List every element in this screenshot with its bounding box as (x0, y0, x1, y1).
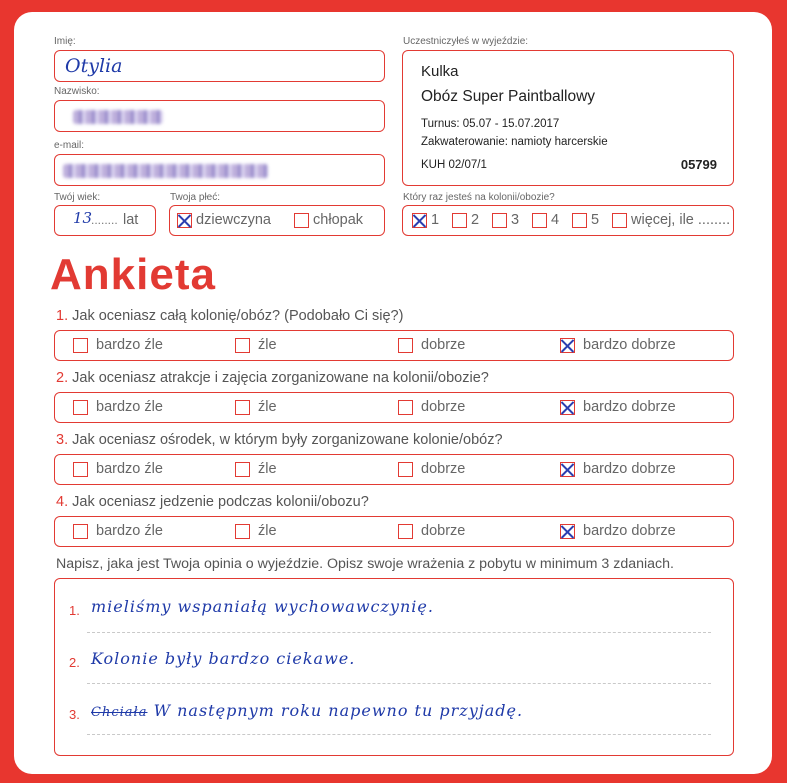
q1-bad-checkbox[interactable] (235, 338, 250, 353)
q2-bad-label: źle (258, 399, 277, 415)
q3-very-bad-checkbox[interactable] (73, 462, 88, 477)
question-4 (56, 494, 369, 510)
opinion-rule (87, 734, 711, 735)
gender-female-checkbox[interactable] (177, 213, 192, 228)
q2-good-checkbox[interactable] (398, 400, 413, 415)
gender-male-label: chłopak (313, 212, 364, 228)
opinion-line-3-text: W następnym roku napewno tu przyjadę. (153, 701, 524, 720)
times-3-checkbox[interactable] (492, 213, 507, 228)
times-2-label: 2 (471, 212, 480, 228)
age-field[interactable] (54, 205, 156, 236)
opinion-rule (87, 632, 711, 633)
times-option-5[interactable] (572, 212, 599, 228)
q3-very-good-checkbox[interactable] (560, 462, 575, 477)
q1-option-bad[interactable] (235, 337, 277, 353)
redacted-email (63, 164, 268, 178)
q3-option-very-good[interactable] (560, 461, 676, 477)
trip-card (402, 50, 734, 186)
gender-female-option[interactable] (177, 212, 271, 228)
question-4-text: Jak oceniasz jedzenie podczas kolonii/obozu? (72, 494, 369, 510)
gender-female-label: dziewczyna (196, 212, 271, 228)
card-title: Obóz Super Paintballowy (421, 88, 596, 105)
age-label: Twój wiek: (54, 192, 101, 203)
answer-row-3 (54, 454, 734, 485)
name-field[interactable] (54, 50, 385, 82)
q4-good-label: dobrze (421, 523, 466, 539)
q4-very-bad-label: bardzo źle (96, 523, 163, 539)
gender-male-option[interactable] (294, 212, 363, 228)
q4-bad-label: źle (258, 523, 277, 539)
q2-option-very-bad[interactable] (73, 399, 163, 415)
gender-label: Twoja płeć: (170, 192, 221, 203)
q4-option-good[interactable] (398, 523, 465, 539)
question-1-text: Jak oceniasz całą kolonię/obóz? (Podobało Ci się?) (72, 308, 404, 324)
times-option-more[interactable] (612, 212, 730, 228)
times-4-checkbox[interactable] (532, 213, 547, 228)
card-code: KUH 02/07/1 (421, 159, 487, 171)
age-dots: ........ (91, 213, 118, 227)
times-3-label: 3 (511, 212, 520, 228)
email-field[interactable] (54, 154, 385, 186)
q1-good-checkbox[interactable] (398, 338, 413, 353)
q1-option-good[interactable] (398, 337, 465, 353)
q2-very-good-label: bardzo dobrze (583, 399, 676, 415)
q2-very-good-checkbox[interactable] (560, 400, 575, 415)
q2-very-bad-label: bardzo źle (96, 399, 163, 415)
q4-very-bad-checkbox[interactable] (73, 524, 88, 539)
times-1-label: 1 (431, 212, 440, 228)
survey-title: Ankieta (50, 250, 216, 299)
opinion-box[interactable] (54, 578, 734, 756)
card-accommodation: Zakwaterowanie: namioty harcerskie (421, 136, 608, 148)
name-value: Otylia (65, 55, 123, 77)
times-option-4[interactable] (532, 212, 559, 228)
question-3 (56, 432, 503, 448)
email-label: e-mail: (54, 140, 85, 151)
opinion-line-2-text: Kolonie były bardzo ciekawe. (91, 649, 356, 668)
q1-option-very-bad[interactable] (73, 337, 163, 353)
question-1-number: 1. (56, 308, 69, 324)
q1-very-bad-label: bardzo źle (96, 337, 163, 353)
card-brand: Kulka (421, 63, 459, 80)
gender-male-checkbox[interactable] (294, 213, 309, 228)
q4-good-checkbox[interactable] (398, 524, 413, 539)
q3-good-checkbox[interactable] (398, 462, 413, 477)
times-field (402, 205, 734, 236)
age-value: 13 (73, 209, 93, 227)
times-1-checkbox[interactable] (412, 213, 427, 228)
q4-very-good-checkbox[interactable] (560, 524, 575, 539)
times-more-label: więcej, ile ........ (631, 212, 731, 228)
q1-very-good-checkbox[interactable] (560, 338, 575, 353)
times-4-label: 4 (551, 212, 560, 228)
surname-label: Nazwisko: (54, 86, 100, 97)
q3-very-bad-label: bardzo źle (96, 461, 163, 477)
card-number: 05799 (680, 157, 717, 172)
q3-bad-label: źle (258, 461, 277, 477)
opinion-line-2-number: 2. (69, 655, 80, 670)
question-2-number: 2. (56, 370, 69, 386)
q4-option-very-bad[interactable] (73, 523, 163, 539)
redacted-surname (73, 110, 163, 124)
q1-very-good-label: bardzo dobrze (583, 337, 676, 353)
answer-row-1 (54, 330, 734, 361)
q3-option-good[interactable] (398, 461, 465, 477)
q2-good-label: dobrze (421, 399, 466, 415)
times-label: Który raz jesteś na kolonii/obozie? (403, 192, 555, 203)
q2-very-bad-checkbox[interactable] (73, 400, 88, 415)
name-label: Imię: (54, 36, 76, 47)
q4-very-good-label: bardzo dobrze (583, 523, 676, 539)
trip-label: Uczestniczyłeś w wyjeździe: (403, 36, 529, 47)
age-unit: lat (123, 212, 139, 228)
q1-good-label: dobrze (421, 337, 466, 353)
q3-option-very-bad[interactable] (73, 461, 163, 477)
q2-option-very-good[interactable] (560, 399, 676, 415)
q1-option-very-good[interactable] (560, 337, 676, 353)
answer-row-4 (54, 516, 734, 547)
question-3-text: Jak oceniasz ośrodek, w którym były zorganizowane kolonie/obóz? (72, 432, 503, 448)
opinion-line-3 (91, 701, 523, 720)
q4-option-very-good[interactable] (560, 523, 676, 539)
q3-option-bad[interactable] (235, 461, 277, 477)
times-2-checkbox[interactable] (452, 213, 467, 228)
answer-row-2 (54, 392, 734, 423)
opinion-line-3-struck: Chciała (91, 705, 148, 720)
q3-very-good-label: bardzo dobrze (583, 461, 676, 477)
times-5-checkbox[interactable] (572, 213, 587, 228)
times-option-2[interactable] (452, 212, 479, 228)
times-option-3[interactable] (492, 212, 519, 228)
q4-bad-checkbox[interactable] (235, 524, 250, 539)
q3-good-label: dobrze (421, 461, 466, 477)
q1-very-bad-checkbox[interactable] (73, 338, 88, 353)
q2-option-good[interactable] (398, 399, 465, 415)
survey-sheet (14, 12, 772, 774)
times-5-label: 5 (591, 212, 600, 228)
opinion-rule (87, 683, 711, 684)
surname-field[interactable] (54, 100, 385, 132)
question-2-text: Jak oceniasz atrakcje i zajęcia zorganizowane na kolonii/obozie? (72, 370, 489, 386)
question-1 (56, 308, 403, 324)
question-4-number: 4. (56, 494, 69, 510)
question-2 (56, 370, 489, 386)
opinion-line-1-text: mieliśmy wspaniałą wychowawczynię. (91, 597, 434, 616)
q2-option-bad[interactable] (235, 399, 277, 415)
gender-field (169, 205, 385, 236)
q3-bad-checkbox[interactable] (235, 462, 250, 477)
question-3-number: 3. (56, 432, 69, 448)
q4-option-bad[interactable] (235, 523, 277, 539)
q1-bad-label: źle (258, 337, 277, 353)
card-term: Turnus: 05.07 - 15.07.2017 (421, 118, 560, 130)
opinion-prompt: Napisz, jaka jest Twoja opinia o wyjeździe. Opisz swoje wrażenia z pobytu w minimum 3 zdaniach. (56, 556, 674, 572)
q2-bad-checkbox[interactable] (235, 400, 250, 415)
times-option-1[interactable] (412, 212, 439, 228)
opinion-line-3-number: 3. (69, 707, 80, 722)
opinion-line-1-number: 1. (69, 603, 80, 618)
times-more-checkbox[interactable] (612, 213, 627, 228)
